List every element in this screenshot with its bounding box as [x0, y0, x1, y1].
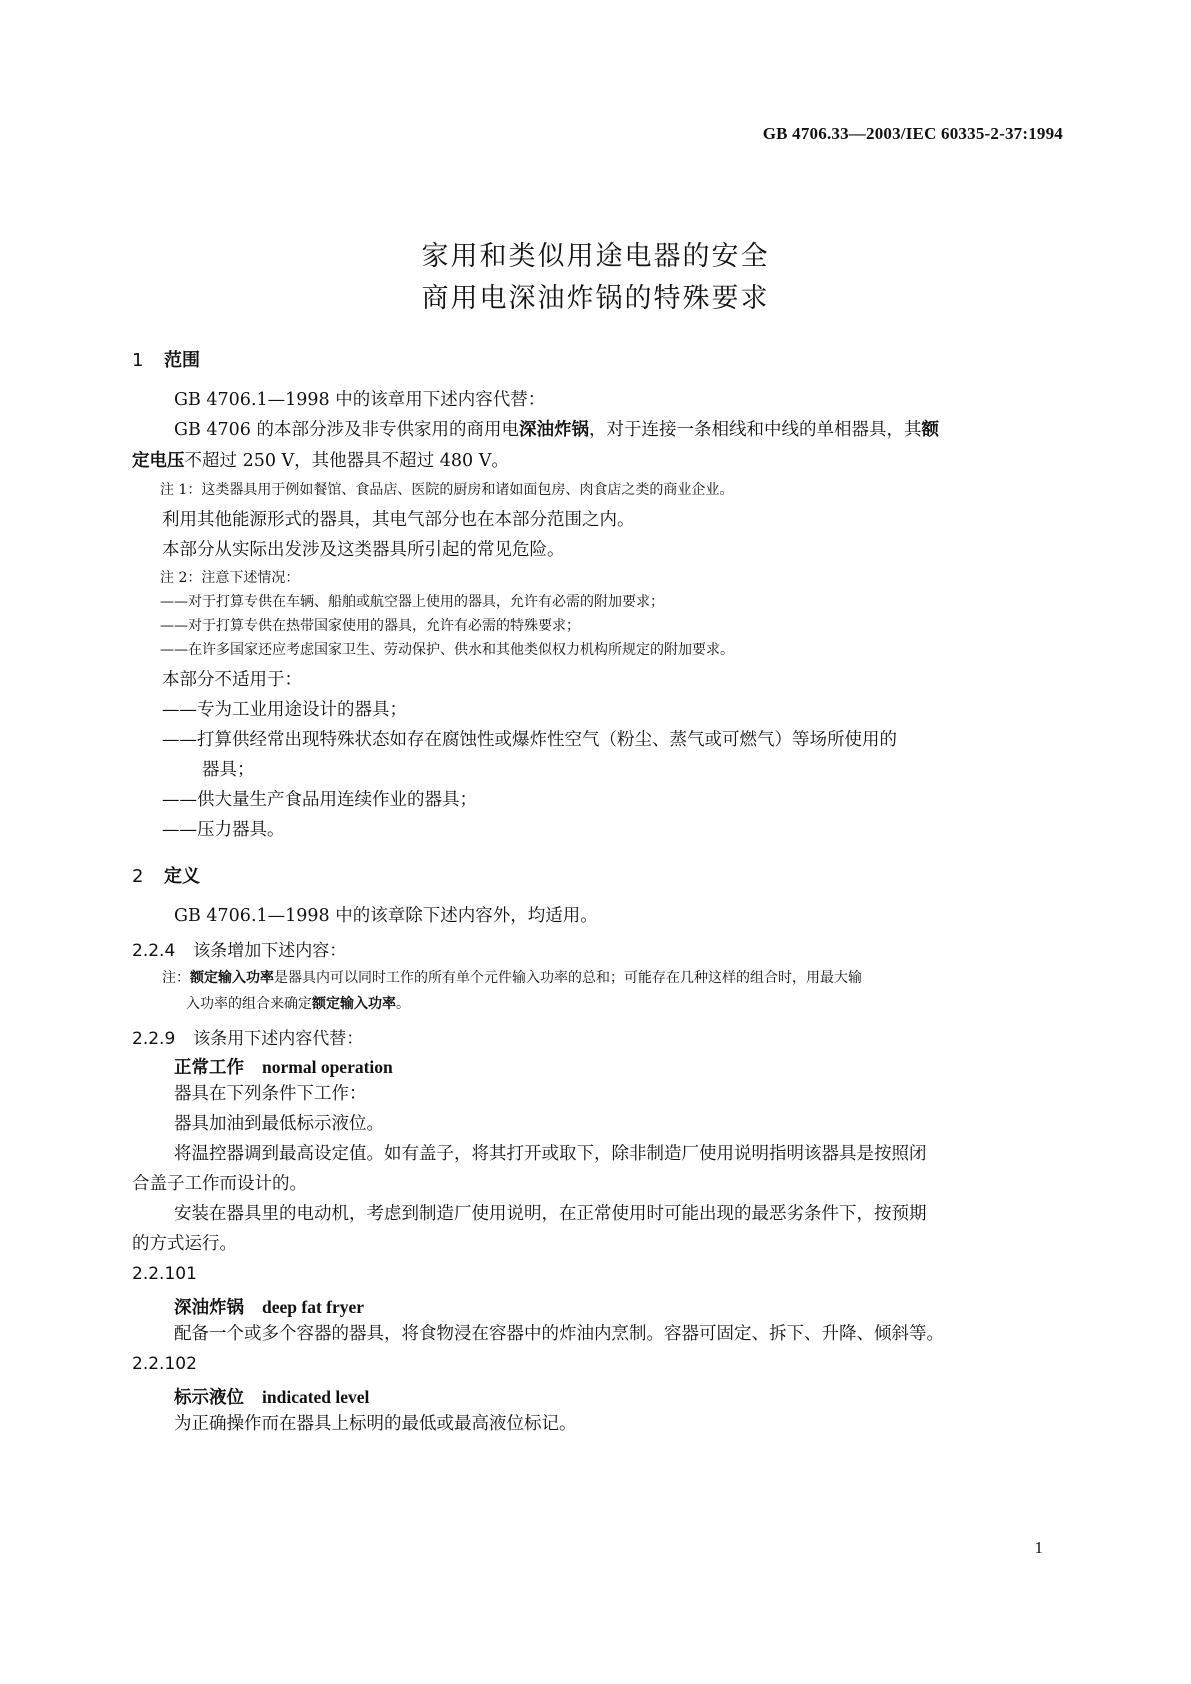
section-1-heading: [132, 346, 200, 372]
term-indicated-level: [174, 1384, 369, 1409]
section-title: 定义: [164, 866, 200, 887]
paragraph: 配备一个或多个容器的器具，将食物浸在容器中的炸油内烹制。容器可固定、拆下、升降、倾斜等。: [174, 1324, 944, 1344]
note-list-item: ——在许多国家还应考虑国家卫生、劳动保护、供水和其他类似权力机构所规定的附加要求。: [160, 642, 734, 658]
term-emphasis: 额定输入功率: [312, 996, 396, 1012]
standard-number-header: GB 4706.33—2003/IEC 60335-2-37:1994: [762, 124, 1063, 143]
paragraph: 器具加油到最低标示液位。: [174, 1114, 384, 1134]
list-item: ——供大量生产食品用连续作业的器具；: [162, 790, 477, 810]
term-chinese: 正常工作: [174, 1058, 244, 1078]
definition-note-continuation: [186, 992, 410, 1016]
paragraph: 为正确操作而在器具上标明的最低或最高液位标记。: [174, 1414, 577, 1434]
paragraph: 将温控器调到最高设定值。如有盖子，将其打开或取下，除非制造厂使用说明指明该器具是按照闭: [174, 1144, 927, 1164]
clause-number: 2.2.4: [132, 941, 176, 961]
note-list-item: ——对于打算专供在车辆、船舶或航空器上使用的器具，允许有必需的附加要求；: [160, 594, 664, 610]
list-item: ——打算供经常出现特殊状态如存在腐蚀性或爆炸性空气（粉尘、蒸气或可燃气）等场所使用的: [162, 730, 897, 750]
term-emphasis: 额: [921, 420, 940, 440]
paragraph: 利用其他能源形式的器具，其电气部分也在本部分范围之内。: [162, 510, 635, 530]
term-normal-operation: [174, 1054, 393, 1079]
term-deep-fat-fryer: [174, 1294, 364, 1319]
paragraph-continuation: 的方式运行。: [132, 1234, 237, 1254]
term-english: deep fat fryer: [262, 1297, 365, 1317]
term-emphasis: 深油炸锅: [519, 420, 590, 440]
note-2: 注 2：注意下述情况：: [160, 570, 300, 586]
text-run: 。: [396, 996, 410, 1012]
term-english: indicated level: [262, 1387, 370, 1407]
list-item-continuation: 器具；: [202, 760, 255, 780]
paragraph: 本部分不适用于：: [162, 670, 302, 690]
text-run: ，对于连接一条相线和中线的单相器具，其: [589, 420, 922, 440]
clause-2-2-4: [132, 936, 346, 961]
term-chinese: 标示液位: [174, 1388, 244, 1408]
section-title: 范围: [164, 350, 200, 371]
term-emphasis: 定电压: [132, 451, 185, 471]
text-run: 不超过 250 V，其他器具不超过 480 V。: [184, 451, 509, 471]
paragraph: 器具在下列条件下工作：: [174, 1084, 367, 1104]
text-run: GB 4706 的本部分涉及非专供家用的商用电: [174, 420, 520, 440]
section-2-heading: [132, 862, 200, 888]
paragraph: [174, 414, 1102, 446]
clause-2-2-9: [132, 1024, 363, 1049]
text-run: 是器具内可以同时工作的所有单个元件输入功率的总和；可能存在几种这样的组合时，用最大输: [274, 970, 862, 986]
paragraph: GB 4706.1—1998 中的该章用下述内容代替：: [174, 390, 546, 410]
title-line-1: 家用和类似用途电器的安全: [421, 241, 770, 272]
paragraph-continuation: [132, 445, 1060, 477]
definition-note: [162, 966, 862, 990]
note-list-item: ——对于打算专供在热带国家使用的器具，允许有必需的特殊要求；: [160, 618, 580, 634]
section-number: 1: [132, 350, 144, 371]
term-emphasis: 额定输入功率: [190, 970, 274, 986]
clause-text: 该条增加下述内容：: [193, 941, 347, 961]
paragraph: 本部分从实际出发涉及这类器具所引起的常见危险。: [162, 540, 565, 560]
text-run: 注：: [162, 970, 190, 986]
paragraph-continuation: 合盖子工作而设计的。: [132, 1174, 307, 1194]
term-english: normal operation: [262, 1057, 393, 1077]
list-item: ——专为工业用途设计的器具；: [162, 700, 407, 720]
clause-2-2-101: 2.2.101: [132, 1264, 197, 1284]
list-item: ——压力器具。: [162, 820, 285, 840]
clause-2-2-102: 2.2.102: [132, 1354, 197, 1374]
page-number: 1: [1034, 1538, 1043, 1557]
section-number: 2: [132, 866, 144, 887]
clause-text: 该条用下述内容代替：: [193, 1029, 364, 1049]
paragraph: GB 4706.1—1998 中的该章除下述内容外，均适用。: [174, 906, 598, 926]
clause-number: 2.2.9: [132, 1029, 176, 1049]
paragraph: 安装在器具里的电动机，考虑到制造厂使用说明，在正常使用时可能出现的最恶劣条件下，按预期: [174, 1204, 927, 1224]
note-1: 注 1：这类器具用于例如餐馆、食品店、医院的厨房和诸如面包房、肉食店之类的商业企业。: [160, 482, 734, 498]
text-run: 入功率的组合来确定: [186, 996, 312, 1012]
term-chinese: 深油炸锅: [174, 1298, 244, 1318]
title-line-2: 商用电深油炸锅的特殊要求: [421, 283, 770, 314]
